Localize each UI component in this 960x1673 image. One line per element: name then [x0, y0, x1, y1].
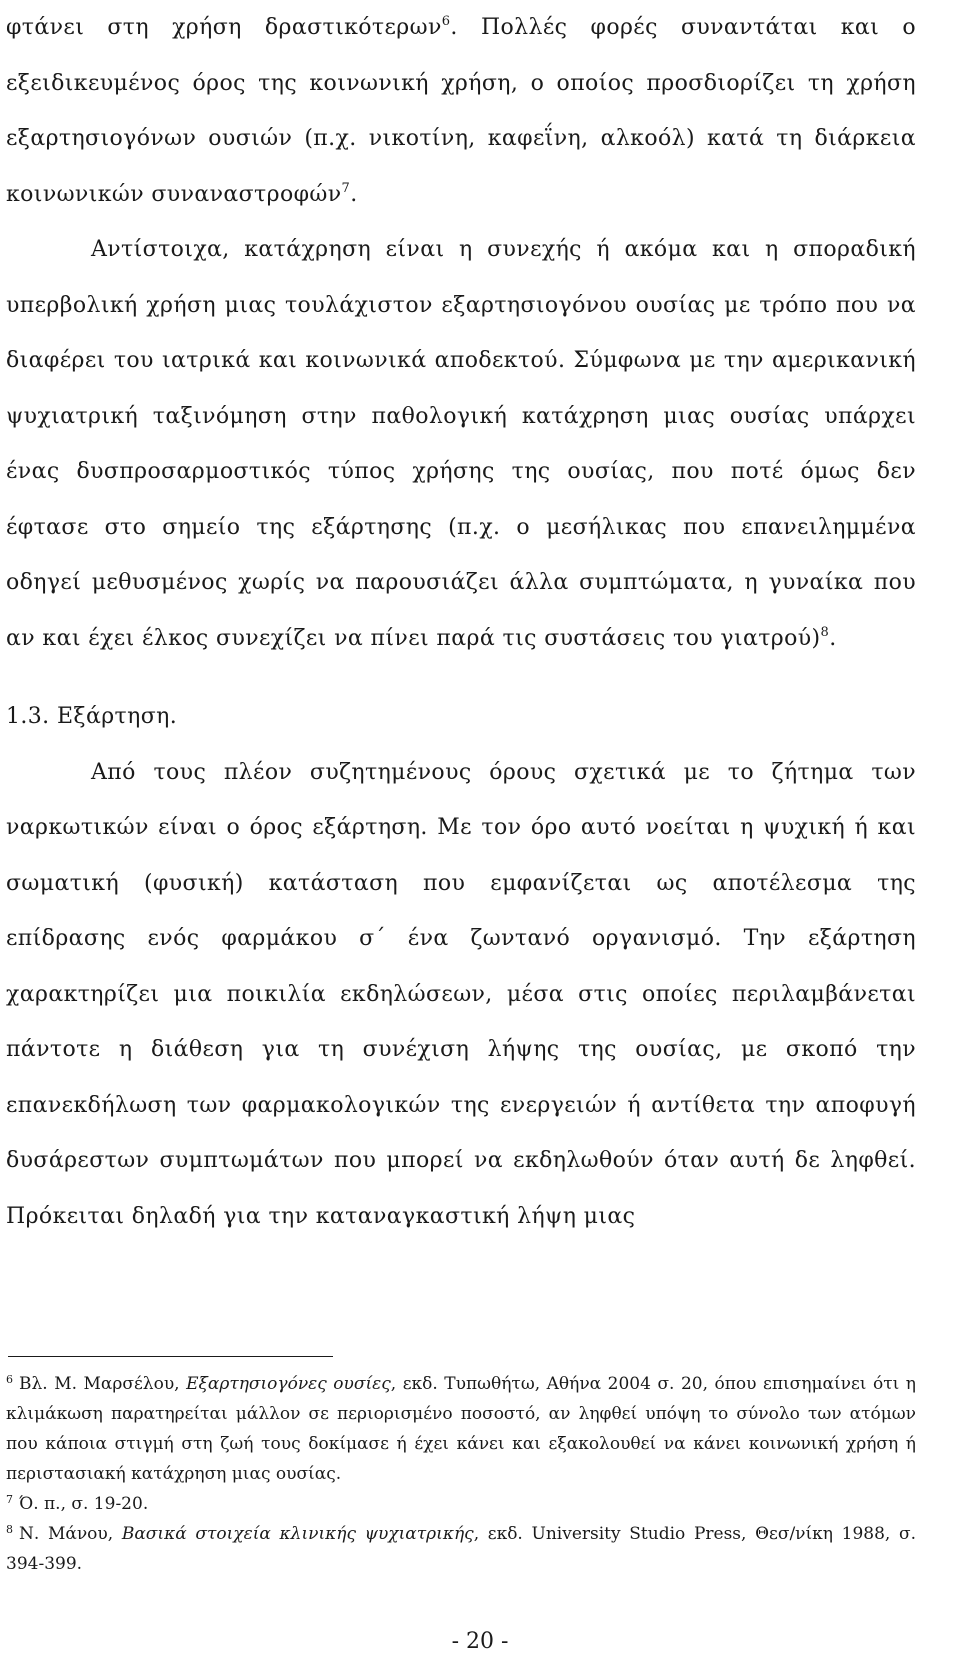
paragraph-2-text: Αντίστοιχα, κατάχρηση είναι η συνεχής ή ακόμα και η σποραδική υπερβολική χρήση μιας τουλάχιστον εξαρτησιογόνου ουσίας με τρόπο που να διαφέρει του ιατρικά και κοινωνικά αποδεκτού. Σύμφωνα με την αμερικανική ψυχιατρική ταξινόμηση στην παθολογική κατάχρηση μιας ουσίας υπάρχει ένας δυσπροσαρμοστικός τύπος χρήσης της ουσίας, που ποτέ όμως δεν έφτασε στο σημείο της εξάρτησης (π.χ. ο μεσήλικας που επανειλημμένα οδηγεί μεθυσμένος χωρίς να παρουσιάζει άλλα συμπτώματα, η γυναίκα που αν και έχει έλκος συνεχίζει να πίνει παρά τις συστάσεις του γιατρού): [6, 237, 916, 651]
paragraph-1-end: .: [350, 181, 358, 207]
footnote-ref-6: 6: [441, 14, 451, 29]
footnote-6-title: Εξαρτησιογόνες ουσίες: [186, 1374, 391, 1394]
footnote-8-author: Ν. Μάνου,: [19, 1524, 122, 1544]
footnote-8-number: 8: [6, 1523, 13, 1536]
paragraph-1: [6, 0, 916, 222]
footnote-6-text: , εκδ. Τυπωθήτω, Αθήνα 2004 σ. 20, όπου επισημαίνει ότι η κλιμάκωση παρατηρείται μάλλον σε περιορισμένο ποσοστό, αν ληφθεί υπόψη το σύνολο των ατόμων που κάποια στιγμή στη ζωή τους δοκίμασε ή έχει κάνει και εξακολουθεί να κάνει κοινωνική χρήση ή περιστασιακή κατάχρηση μιας ουσίας.: [6, 1374, 916, 1484]
footnote-ref-7: 7: [341, 180, 351, 196]
footnote-7-text: Ό. π., σ. 19-20.: [19, 1494, 149, 1514]
footnote-6-number: 6: [6, 1373, 13, 1386]
paragraph-3: Από τους πλέον συζητημένους όρους σχετικά με το ζήτημα των ναρκωτικών είναι ο όρος εξάρτηση. Με τον όρο αυτό νοείται η ψυχική ή και σωματική (φυσική) κατάσταση που εμφανίζεται ως αποτέλεσμα της επίδρασης ενός φαρμάκου σ΄ ένα ζωντανό οργανισμό. Την εξάρτηση χαρακτηρίζει μια ποικιλία εκδηλώσεων, μέσα στις οποίες περιλαμβάνεται πάντοτε η διάθεση για τη συνέχιση λήψης της ουσίας, με σκοπό την επανεκδήλωση των φαρμακολογικών της ενεργειών ή αντίθετα την αποφυγή δυσάρεστων συμπτωμάτων που μπορεί να εκδηλωθούν όταν αυτή δε ληφθεί. Πρόκειται δηλαδή για την καταναγκαστική λήψη μιας: [6, 759, 916, 1229]
section-heading: 1.3. Εξάρτηση.: [6, 704, 178, 729]
paragraph-1-text-cont: . Πολλές φορές συναντάται και ο εξειδικευμένος όρος της κοινωνική χρήση, ο οποίος προσδιορίζει τη χρήση εξαρτησιογόνων ουσιών (π.χ. νικοτίνη, καφεΐνη, αλκοόλ) κατά τη διάρκεια κοινωνικών συναναστροφών: [6, 15, 916, 207]
footnote-7: [6, 1489, 916, 1519]
body-text: [6, 0, 916, 1244]
footnote-8-text: , εκδ. University Studio Press, Θεσ/νίκη 1988, σ. 394-399.: [6, 1524, 917, 1574]
footnote-6: [6, 1369, 916, 1489]
paragraph-1-text: φτάνει στη χρήση δραστικότερων: [6, 15, 442, 40]
footnote-8: [6, 1519, 916, 1579]
footnote-ref-8: 8: [820, 624, 830, 640]
footnote-separator: [8, 1356, 333, 1357]
paragraph-2: [6, 222, 916, 666]
footnote-6-author: Βλ. Μ. Μαρσέλου,: [19, 1374, 187, 1394]
footnote-7-number: 7: [6, 1493, 13, 1506]
page-number: - 20 -: [451, 1629, 509, 1654]
footnotes: [6, 1369, 916, 1579]
paragraph-2-end: .: [829, 625, 837, 651]
footnote-8-title: Βασικά στοιχεία κλινικής ψυχιατρικής: [121, 1524, 474, 1544]
